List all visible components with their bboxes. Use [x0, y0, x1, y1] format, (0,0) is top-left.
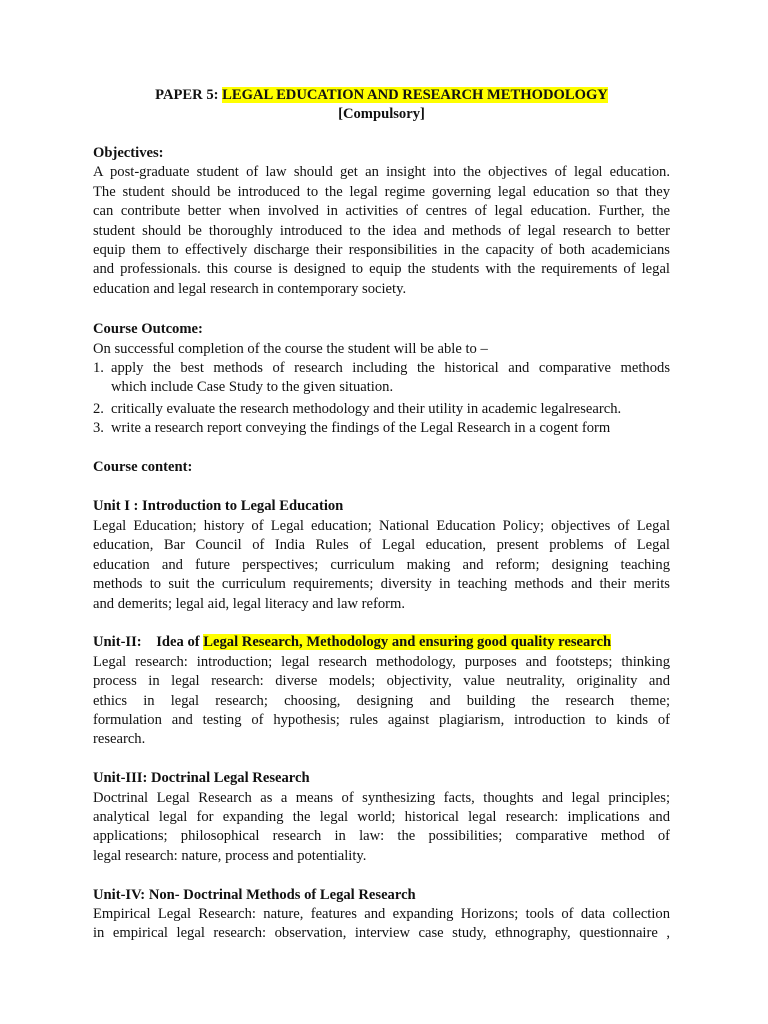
paper-prefix: PAPER 5: — [155, 87, 223, 103]
unit1-paragraph — [93, 517, 670, 614]
unit3-line: Doctrinal Legal Research as a means of synthesizing facts, thoughts and legal principles; — [93, 789, 670, 806]
unit1-line: Legal Education; history of Legal education; National Education Policy; objectives of Legal — [93, 517, 670, 534]
compulsory-label: [Compulsory] — [338, 106, 425, 122]
course-content-heading: Course content: — [93, 459, 193, 476]
unit1-line: education and future perspectives; curriculum making and reform; designing teaching — [93, 556, 670, 573]
paper-title: LEGAL EDUCATION AND RESEARCH METHODOLOGY — [222, 87, 608, 103]
unit4-line: Empirical Legal Research: nature, features and expanding Horizons; tools of data collection — [93, 905, 670, 922]
unit3-line: applications; philosophical research in law: the possibilities; comparative method of — [93, 828, 670, 845]
objectives-line: can contribute better when involved in activities of centres of legal education. Further, the — [93, 203, 670, 220]
objectives-line: student should be thoroughly introduced to the idea and methods of legal research to better — [93, 222, 670, 239]
unit1-line: and demerits; legal aid, legal literacy and law reform. — [93, 595, 406, 612]
unit3-heading: Unit-III: Doctrinal Legal Research — [93, 770, 310, 787]
outcome-intro: On successful completion of the course the student will be able to – — [93, 340, 488, 357]
list-item-line: which include Case Study to the given situation. — [111, 379, 394, 396]
unit4-paragraph — [93, 905, 670, 944]
unit2-line: ethics in legal research; choosing, designing and building the research theme; — [93, 692, 670, 709]
objectives-line: and professionals. this course is designed to equip the students with the requirements of legal — [93, 261, 670, 278]
list-item — [93, 359, 670, 398]
unit2-heading-highlight: Legal Research, Methodology and ensuring good quality research — [203, 634, 612, 651]
list-number: 1. — [93, 360, 104, 377]
objectives-line: education and legal research in contemporary society. — [93, 280, 407, 297]
objectives-line: The student should be introduced to the legal regime governing legal education so that they — [93, 183, 670, 200]
unit3-line: legal research: nature, process and potentiality. — [93, 847, 367, 864]
list-item-line: write a research report conveying the findings of the Legal Research in a cogent form — [111, 420, 611, 437]
list-number: 3. — [93, 420, 104, 437]
outcome-heading: Course Outcome: — [93, 321, 203, 338]
document-body — [93, 86, 670, 944]
unit3-line: analytical legal for expanding the legal world; historical legal research: implications and — [93, 808, 670, 825]
unit3-paragraph — [93, 789, 670, 867]
unit2-heading — [93, 633, 670, 652]
unit2-heading-prefix: Unit-II: Idea of — [93, 634, 204, 651]
unit1-line: education, Bar Council of India Rules of Legal education, present problems of Legal — [93, 537, 670, 554]
paper-title-line — [93, 86, 670, 105]
list-item-line: apply the best methods of research including the historical and comparative methods — [111, 360, 670, 377]
outcome-list — [93, 359, 670, 439]
unit4-heading: Unit-IV: Non- Doctrinal Methods of Legal Research — [93, 886, 416, 903]
unit2-line: process in legal research: diverse models; objectivity, value neutrality, originality and — [93, 673, 670, 690]
unit2-line: research. — [93, 731, 146, 748]
list-item-line: critically evaluate the research methodology and their utility in academic legalresearch. — [111, 400, 622, 417]
unit2-paragraph — [93, 653, 670, 750]
list-item — [93, 419, 670, 438]
objectives-heading: Objectives: — [93, 145, 164, 161]
objectives-line: equip them to effectively discharge their responsibilities in the capacity of both academicians — [93, 242, 670, 259]
unit2-line: formulation and testing of hypothesis; rules against plagiarism, introduction to kinds of — [93, 711, 670, 728]
unit1-line: methods to suit the curriculum requirements; diversity in teaching methods and their merits — [93, 576, 670, 593]
objectives-paragraph — [93, 163, 670, 299]
unit4-line: in empirical legal research: observation, interview case study, ethnography, questionnaire , — [93, 925, 670, 942]
list-number: 2. — [93, 400, 104, 417]
unit1-heading: Unit I : Introduction to Legal Education — [93, 498, 344, 515]
objectives-line: A post-graduate student of law should get an insight into the objectives of legal education. — [93, 164, 670, 181]
list-item — [93, 400, 670, 419]
unit2-line: Legal research: introduction; legal research methodology, purposes and footsteps; thinking — [93, 653, 670, 670]
